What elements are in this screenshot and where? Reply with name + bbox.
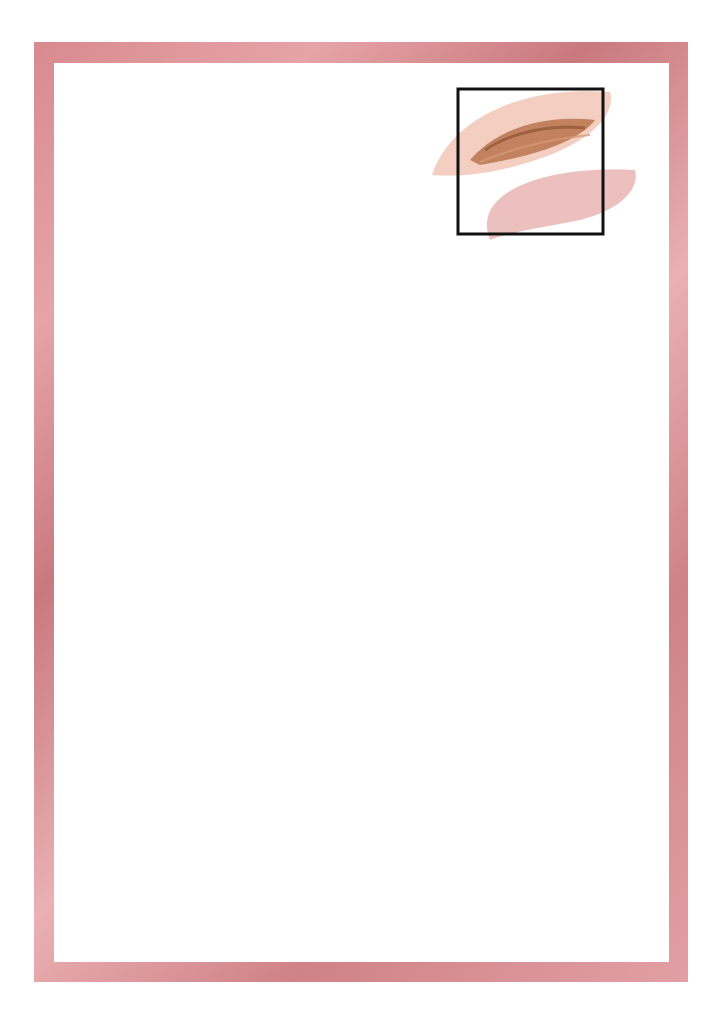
brush-stroke-logo-icon bbox=[430, 80, 645, 245]
